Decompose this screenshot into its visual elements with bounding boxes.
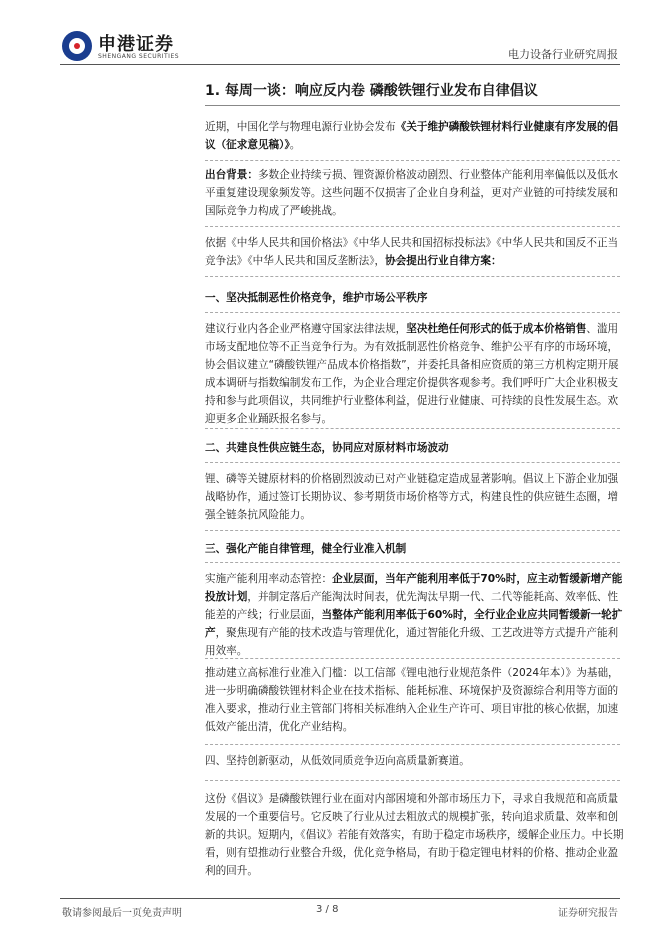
shengang-logo-icon [62,31,92,61]
paragraph-pricing [205,320,625,428]
divider [205,462,620,463]
capacity-bold-a: 企业层面，当年产能利用率低于70%时，应主动暂缓新增产能投放计划 [205,573,623,603]
intro-document-title: 《关于维护磷酸铁锂材料行业健康有序发展的倡议（征求意见稿）》 [205,121,619,151]
subheading-3: 三、强化产能自律管理，健全行业准入机制 [205,543,407,555]
divider [205,428,620,429]
capacity-text-c: ，聚焦现有产能的技术改造与管理优化，通过智能化升级、工艺改进等方式提升产能利用效率。 [205,627,619,657]
background-text: 多数企业持续亏损、锂资源价格波动剧烈、行业整体产能利用率偏低以及低水平重复建设现象频发等。这些问题不仅损害了企业自身利益，更对产业链的可持续发展和国际竞争力构成了严峻挑战。 [205,169,619,217]
pricing-text-a: 建议行业内各企业严格遵守国家法律法规， [205,323,407,335]
divider [205,160,620,161]
divider [205,312,620,313]
paragraph-supply-chain: 锂、磷等关键原材料的价格剧烈波动已对产业链稳定造成显著影响。倡议上下游企业加强战略协作，通过签订长期协议、参考期货市场价格等方式，构建良性的供应链生态圈，增强全链条抗风险能力。 [205,473,619,521]
pricing-bold: 坚决杜绝任何形式的低于成本价格销售 [406,323,587,335]
title-divider [205,105,620,106]
intro-text: 近期，中国化学与物理电源行业协会发布 [205,121,396,133]
paragraph-access: 推动建立高标准行业准入门槛：以工信部《锂电池行业规范条件（2024年本）》为基础，进一步明确磷酸铁锂材料企业在技术指标、能耗标准、环境保护及资源综合利用等方面的准入要求，推动行业主管部门将相关标准纳入企业生产许可、项目审批的核心依据，加速低效产能出清，优化产业结构。 [205,667,619,733]
pricing-text-b: 、滥用市场支配地位等不正当竞争行为。为有效抵制恶性价格竞争、维护公平有序的市场环境，协会倡议建立“磷酸铁锂产品成本价格指数”，并委托具备相应资质的第三方机构定期开展成本调研与指数编制发布工作，为企业合理定价提供客观参考。我们呼吁广大企业积极支持和参与此项倡议，共同维护行业整体利益，促进行业健康、可持续的良性发展生态。欢迎更多企业踊跃报名参与。 [205,323,619,425]
divider [205,226,620,227]
footer-divider [60,898,620,899]
subheading-2: 二、共建良性供应链生态，协同应对原材料市场波动 [205,442,449,454]
paragraph-capacity [205,570,625,660]
paragraph-innovation: 四、坚持创新驱动，从低效同质竞争迈向高质量新赛道。 [205,755,470,767]
divider [205,276,620,277]
page-number: 3 / 8 [316,904,339,915]
paragraph-basis [205,234,625,270]
background-label: 出台背景： [205,169,258,181]
capacity-bold-b: 当整体产能利用率低于60%时，全行业企业应共同暂缓新一轮扩产 [205,609,623,639]
divider [205,530,620,531]
page-header [0,0,662,70]
divider [205,562,620,563]
paragraph-intro [205,118,625,154]
capacity-text-a: 实施产能利用率动态管控： [205,573,333,585]
capacity-text-b: ，并制定落后产能淘汰时间表，优先淘汰早期一代、二代等能耗高、效率低、性能差的产线；行业层面， [205,591,619,621]
divider [205,780,620,781]
footer-report-label: 证券研究报告 [558,908,618,919]
intro-end: 。 [289,139,301,151]
basis-bold: 协会提出行业自律方案： [385,255,502,267]
paragraph-background [205,166,625,220]
report-type: 电力设备行业研究周报 [508,48,618,61]
brand-name-en: SHENGANG SECURITIES [98,53,180,60]
header-divider [60,64,620,65]
brand-name: 申港证券 [98,34,174,55]
divider [205,744,620,745]
paragraph-conclusion: 这份《倡议》是磷酸铁锂行业在面对内部困境和外部市场压力下，寻求自我规范和高质量发展的一个重要信号。它反映了行业从过去粗放式的规模扩张，转向追求质量、效率和创新的共识。短期内，《倡议》若能有效落实，有助于稳定市场秩序，缓解企业压力。中长期看，则有望推动行业整合升级，优化竞争格局，有助于稳定锂电材料的价格、推动企业盈利的回升。 [205,793,624,877]
footer-disclaimer: 敬请参阅最后一页免责声明 [62,908,182,919]
subheading-1: 一、坚决抵制恶性价格竞争，维护市场公平秩序 [205,292,428,304]
basis-text: 依据《中华人民共和国价格法》《中华人民共和国招标投标法》《中华人民共和国反不正当竞争法》《中华人民共和国反垄断法》， [205,237,619,267]
divider [205,658,620,659]
section-title: 1. 每周一谈：响应反内卷 磷酸铁锂行业发布自律倡议 [205,83,538,99]
